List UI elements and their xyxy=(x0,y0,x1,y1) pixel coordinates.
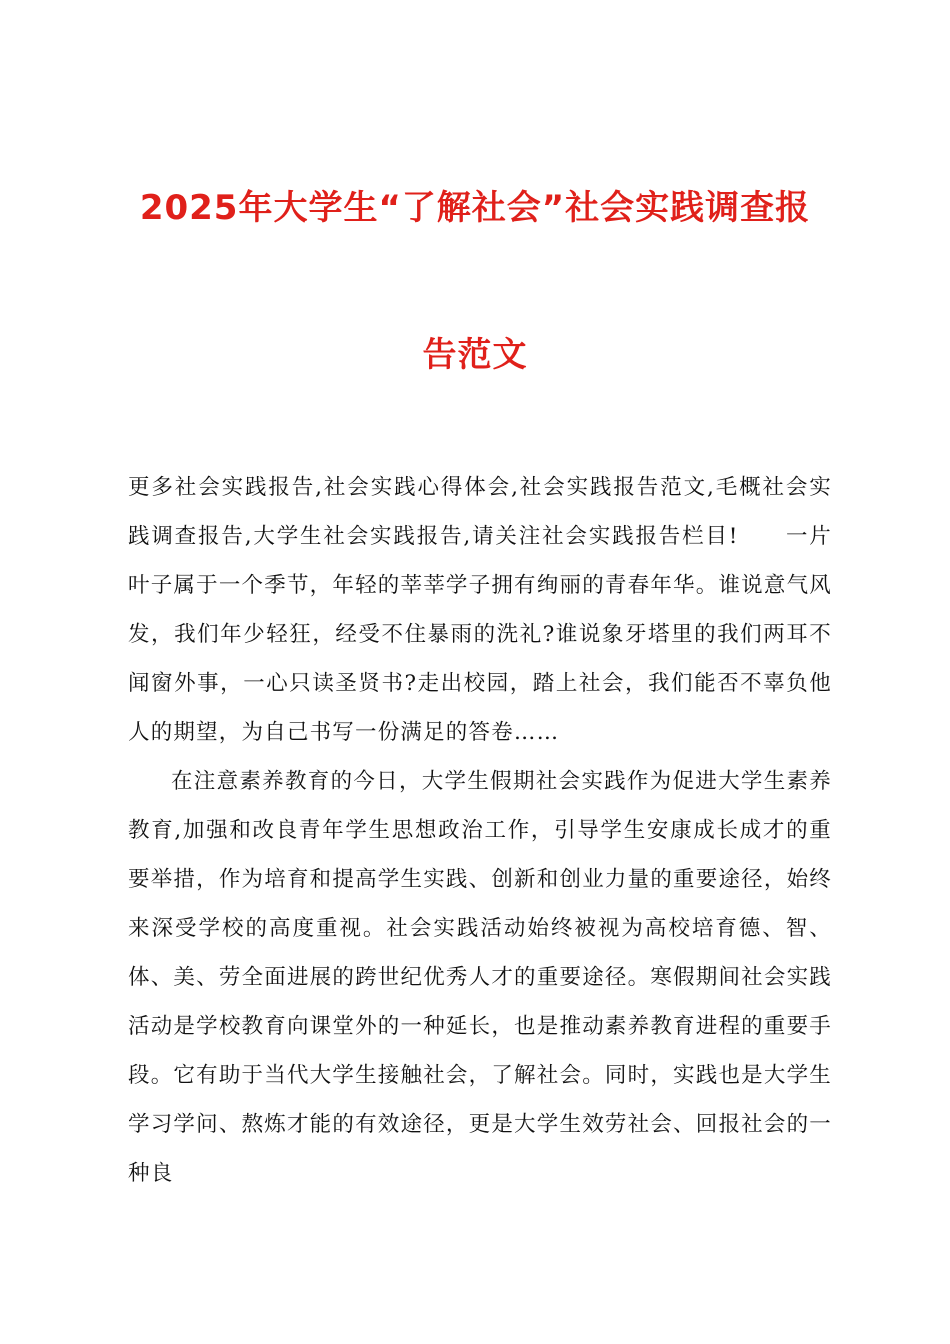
document-title-line-2: 告范文 xyxy=(422,335,528,375)
paragraph-intro: 更多社会实践报告,社会实践心得体会,社会实践报告范文,毛概社会实践调查报告,大学生社会实践报告,请关注社会实践报告栏目! 一片叶子属于一个季节，年轻的莘莘学子拥有绚丽的青春年华。谁说意气风发，我们年少轻狂，经受不住暴雨的洗礼?谁说象牙塔里的我们两耳不闻窗外事，一心只读圣贤书?走出校园，踏上社会，我们能否不辜负他人的期望，为自己书写一份满足的答卷…… xyxy=(128,475,832,745)
document-title-line-1: 2025年大学生“了解社会”社会实践调查报 xyxy=(139,188,811,228)
document-body xyxy=(128,463,832,1198)
paragraph-main: 在注意素养教育的今日，大学生假期社会实践作为促进大学生素养教育,加强和改良青年学生思想政治工作，引导学生安康成长成才的重要举措，作为培育和提高学生实践、创新和创业力量的重要途径，始终来深受学校的高度重视。社会实践活动始终被视为高校培育德、智、体、美、劳全面进展的跨世纪优秀人才的重要途径。寒假期间社会实践活动是学校教育向课堂外的一种延长，也是推动素养教育进程的重要手段。它有助于当代大学生接触社会，了解社会。同时，实践也是大学生学习学问、熬炼才能的有效途径，更是大学生效劳社会、回报社会的一种良 xyxy=(128,769,832,1186)
